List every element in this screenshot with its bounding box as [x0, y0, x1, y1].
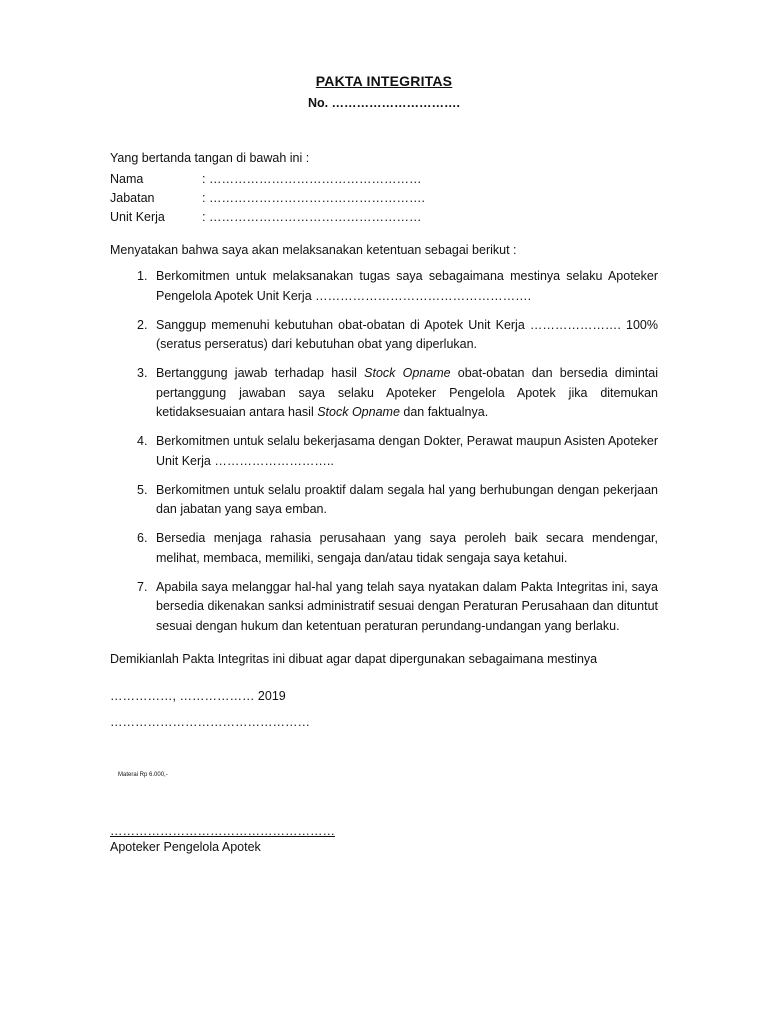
intro-text: Yang bertanda tangan di bawah ini :: [110, 151, 310, 165]
statement-text: Menyatakan bahwa saya akan melaksanakan ketentuan sebagai berikut :: [110, 243, 517, 257]
document-number: No. ………………………….: [307, 96, 461, 110]
clause-number: 6.: [137, 531, 148, 545]
clause-text: Berkomitmen untuk melaksanakan tugas saya sebagaimana mestinya selaku Apoteker Pengelola Apotek Unit Kerja …………………………………………….: [156, 269, 658, 303]
identity-fields: [110, 170, 425, 227]
clause-number: 2.: [137, 317, 148, 332]
clause-text: Sanggup memenuhi kebutuhan obat-obatan di Apotek Unit Kerja …………………. 100% (seratus perseratus) dari kebutuhan obat yang diperlukan.: [156, 317, 658, 351]
field-value: : ……………………………………………: [202, 210, 422, 224]
clause-number: 7.: [137, 579, 148, 594]
clause-number: 3.: [137, 366, 148, 380]
document-title: PAKTA INTEGRITAS: [315, 73, 453, 89]
blank-line: …………………………………………: [110, 715, 310, 729]
stamp-note: Materai Rp 6.000,-: [118, 772, 168, 778]
clause-item: [137, 529, 658, 568]
clause-item: [137, 267, 658, 306]
field-value: : …………………………………………….: [202, 191, 425, 205]
clause-text: Bersedia menjaga rahasia perusahaan yang saya peroleh baik secara mendengar, melihat, membaca, memiliki, sengaja dan/atau tidak sengaja saya ketahui.: [156, 531, 658, 565]
name-field: [110, 170, 425, 189]
clause-text: Berkomitmen untuk selalu proaktif dalam segala hal yang berhubungan dengan pekerjaan dan jabatan yang saya emban.: [156, 482, 658, 516]
clause-item: [137, 364, 658, 423]
field-label: Jabatan: [110, 191, 155, 205]
clause-text: Berkomitmen untuk selalu bekerjasama dengan Dokter, Perawat maupun Asisten Apoteker Unit Kerja ………………………..: [156, 434, 658, 468]
field-label: Nama: [110, 172, 144, 186]
clause-list: [137, 267, 658, 646]
work-unit-field: [110, 208, 425, 227]
clause-number: 5.: [137, 482, 148, 497]
position-field: [110, 189, 425, 208]
closing-text: Demikianlah Pakta Integritas ini dibuat agar dapat dipergunakan sebagaimana mestinya: [110, 652, 598, 666]
clause-number: 1.: [137, 269, 148, 283]
clause-item: [137, 316, 658, 355]
signatory-title: Apoteker Pengelola Apotek: [110, 840, 261, 854]
clause-item: [137, 432, 658, 471]
clause-item: [137, 481, 658, 520]
clause-text: Apabila saya melanggar hal-hal yang telah saya nyatakan dalam Pakta Integritas ini, saya bersedia dikenakan sanksi administratif sesuai dengan Peraturan Perusahaan dan dituntut sesuai dengan hukum dan ketentuan peraturan perundang-undangan yang berlaku.: [156, 579, 658, 633]
clause-number: 4.: [137, 434, 148, 448]
signature-line: ………………………………………………: [110, 824, 335, 838]
clause-text: Bertanggung jawab terhadap hasil Stock Opname obat-obatan dan bersedia dimintai pertanggung jawaban saya selaku Apoteker Pengelola Apotek jika ditemukan ketidaksesuaian antara hasil Stock Opname dan faktualnya.: [156, 366, 658, 419]
clause-item: [137, 578, 658, 637]
date-line: ……………, ……………… 2019: [110, 689, 286, 703]
field-value: : ……………………………………………: [202, 172, 422, 186]
field-label: Unit Kerja: [110, 210, 165, 224]
